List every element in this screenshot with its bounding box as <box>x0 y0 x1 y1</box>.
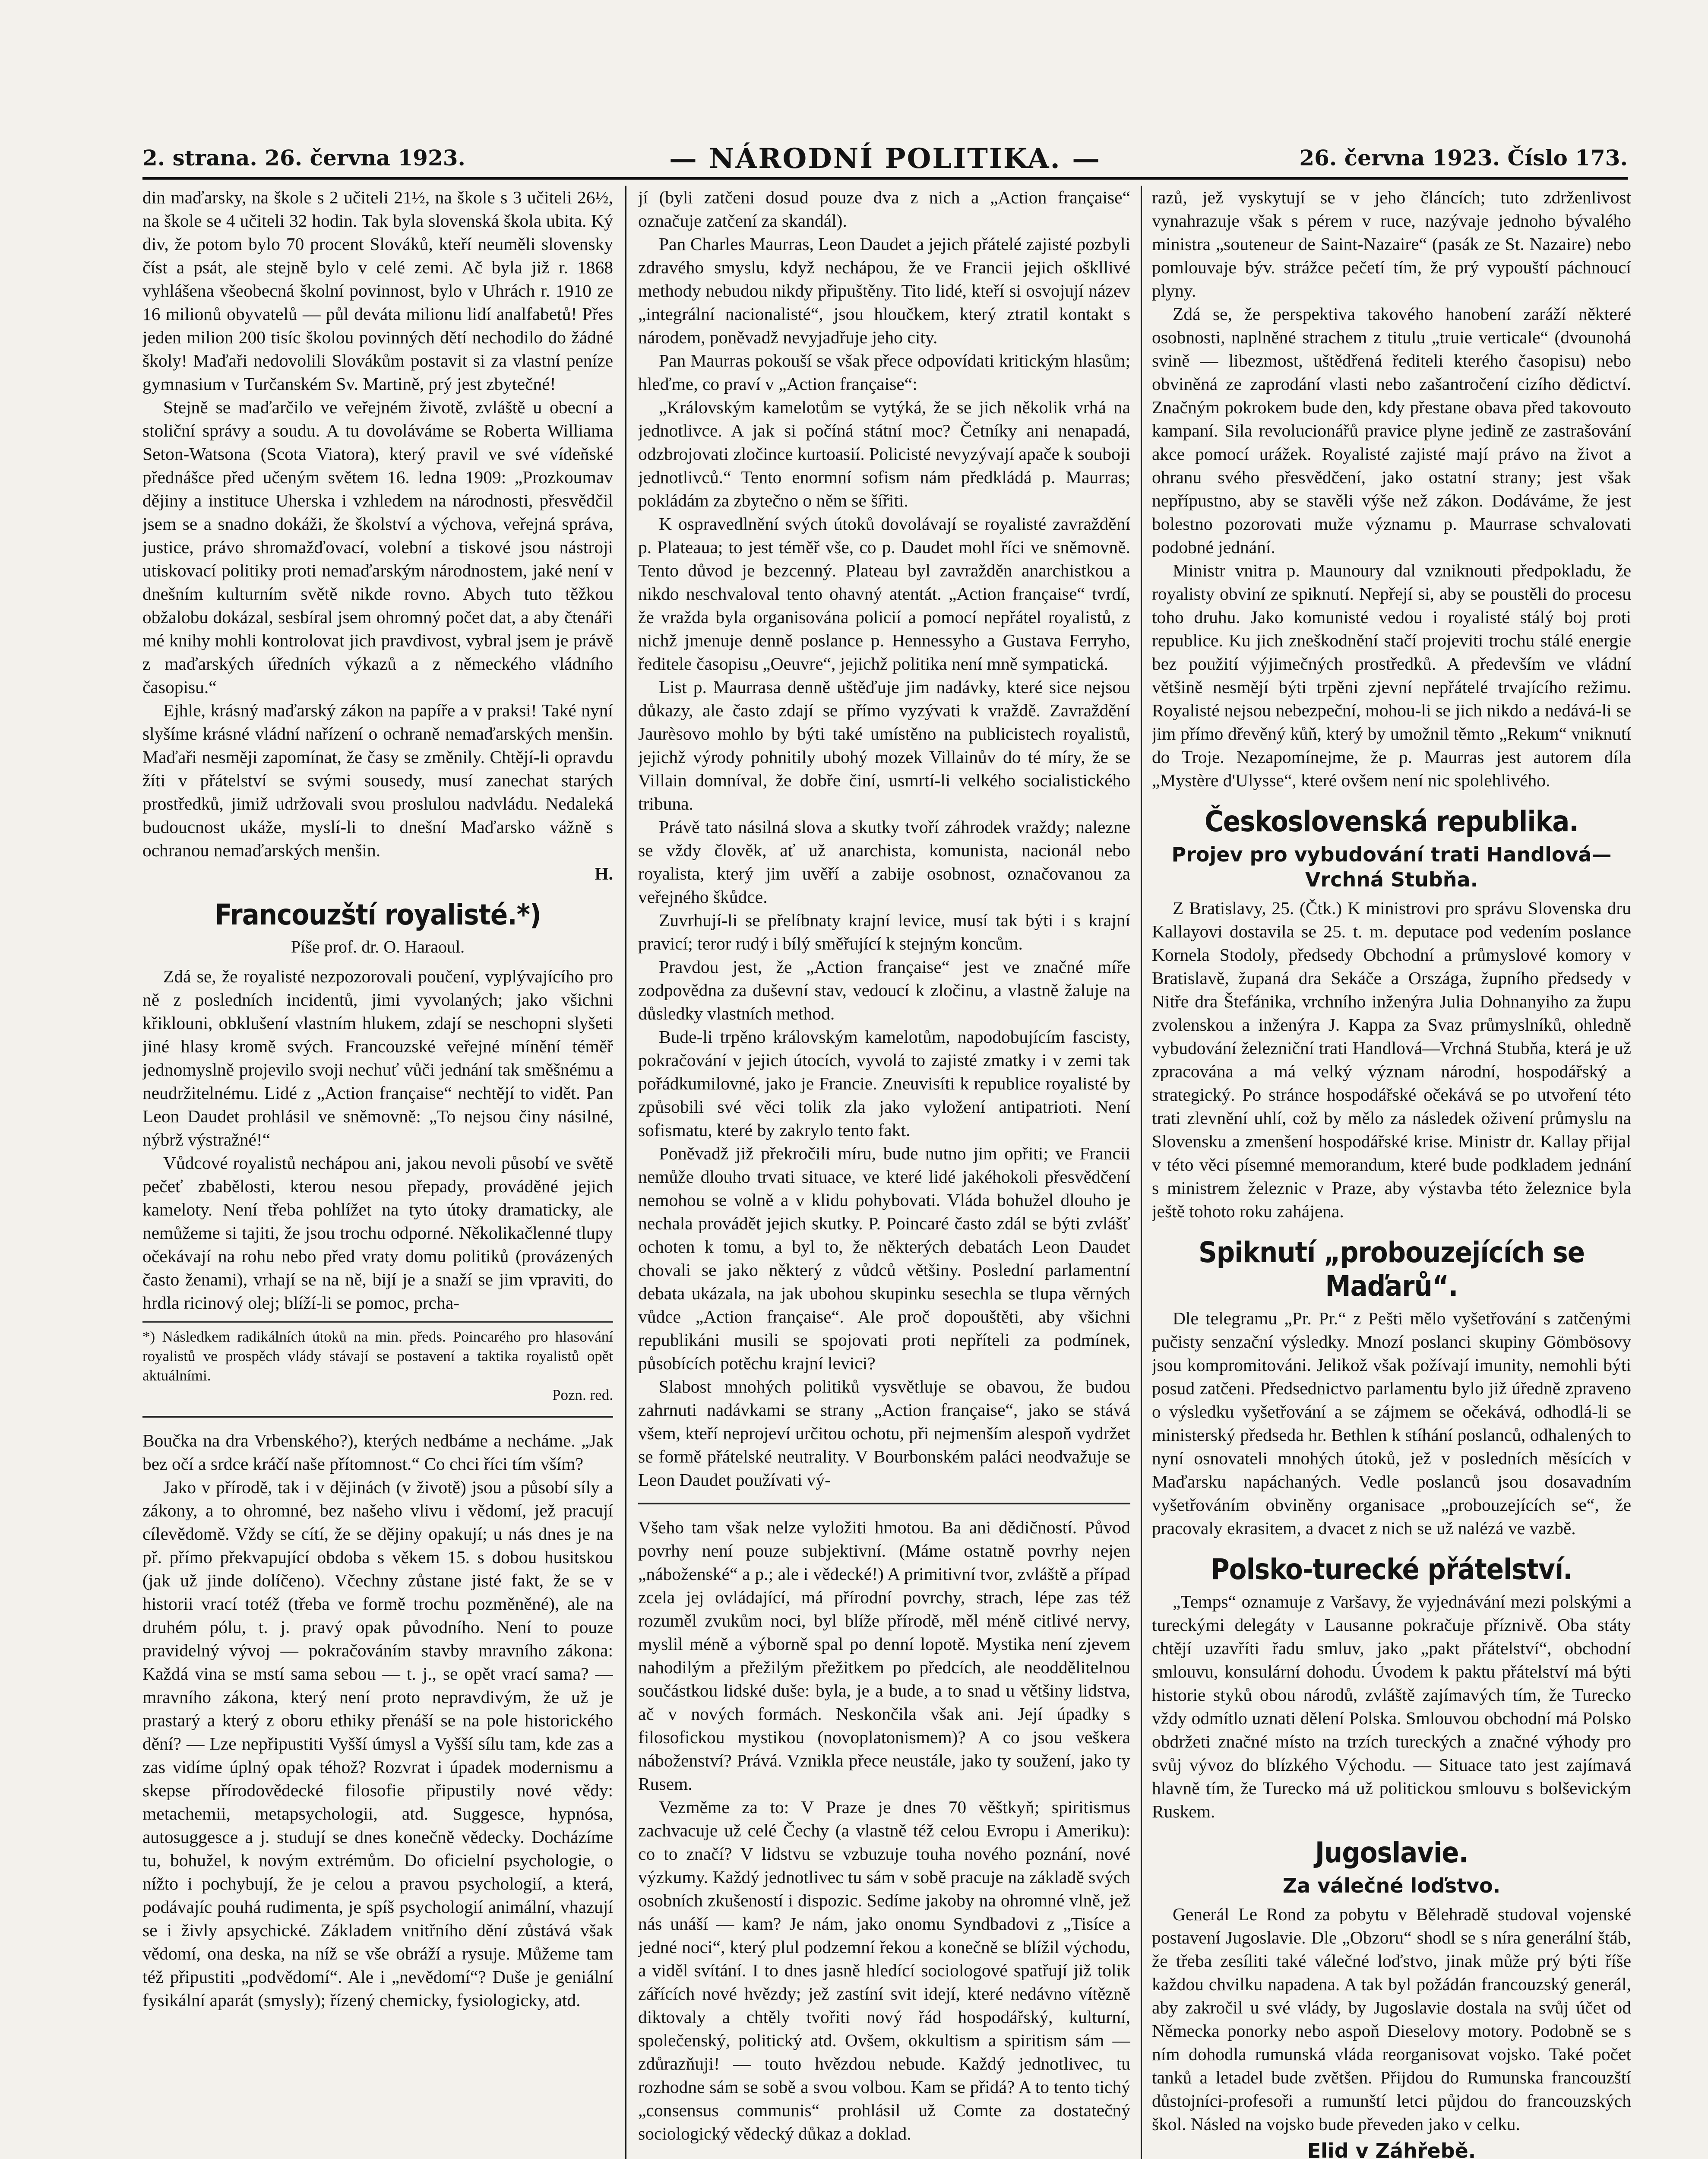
article-paragraph: „Temps“ oznamuje z Varšavy, že vyjednávání mezi polskými a tureckými delegáty v Lausanne pokračuje příznivě. Oba státy chtějí uzavříti řadu smluv, jako „pakt přátelství“, obchodní smlouvu, konsulární dohodu. Úvodem k paktu přátelství má býti historie styků obou národů, zvláště zajímavých tím, že Turecko vždy odmítlo uznati dělení Polska. Smlouvou obchodní má Polsko obdržeti značné místo na trzích tureckých a značné výhody pro svůj vývoz do blízkého Východu. — Situace tato jest zajímavá hlavně tím, že Turecko má už politickou smlouvu s bolševickým Ruskem. <box>1152 1592 1631 1821</box>
column-divider <box>1141 186 1142 2159</box>
article-signature: H. <box>595 864 613 883</box>
subheadline-navy: Za válečné loďstvo. <box>1282 1874 1501 1897</box>
article-paragraph: Dle telegramu „Pr. Pr.“ z Pešti mělo vyšetřování s zatčenými pučisty senzační výsledky. Mnozí poslanci skupiny Gömbösovy jsou kompromitováni. Jelikož však požívají imunity, nemohli býti posud zatčeni. Předsednictvo parlamentu bylo již úředně zpraveno o výsledku vyšetřování a se zájmem se očekává, odhodlá-li se ministerský předseda hr. Bethlen k stíhání poslanců, odhalených to nyní osnovateli mnohých útoků, jež v posledních měsících v Maďarsku napáchaných. Vedle poslanců jsou dosavadním vyšetřováním obviněny organisace „probouzejících se“, že pracovaly ekrasitem, a dvacet z nich se už nalézá ve vazbě. <box>1152 1308 1631 1538</box>
article-paragraph: Generál Le Rond za pobytu v Bělehradě studoval vojenské postavení Jugoslavie. Dle „Obzoru“ shodl se s níra generální štáb, že třeba zesíliti také válečné loďstvo, jinak může prý býti říše každou chvilku napadena. A tak byl požádán francouzský generál, aby zakročil u své vlády, by Jugoslavie dostala na svůj účet od Německa ponorky nebo aspoň Dieselovy motory. Podobně se s ním dohodla rumunská vláda reorganisovat vojsko. Také počet tanků a letadel bude zvětšen. Přijdou do Rumunska francouzští důstojníci-profesoři a rumunští letci půjdou do francouzských škol. Násled na vojsko bude převeden jako v celku. <box>1152 1904 1631 2134</box>
article-paragraph: Ministr vnitra p. Maunoury dal vzniknouti předpokladu, že royalisty obviní ze spiknutí. Nepřejí si, aby se poustěli do procesu toho druhu. Jako komunisté vedou i royalisté stálý boj proti republice. Ku jich zneškodnění stačí projeviti trochu stálé energie bez použití výjimečných prostředků. A především ve vládní většině nesmějí býti trpěni zjevní nepřátelé trvajícího režimu. Royalisté nejsou nebezpeční, mohou-li se jich nikdo a nedává-li se jim přímo dřevěný kůň, který by umožnil těmto „Rekum“ vniknutí do Troje. Nezapomínejme, že p. Maurras jest autorem díla „Mystère d'Ulysse“, které ovšem není nic spolehlivého. <box>1152 560 1631 790</box>
article-paragraph: Zuvrhují-li se přelíbnaty krajní levice, musí tak býti i s krajní pravicí; teror rudý i bílý směřující k stejným koncům. <box>638 910 1130 953</box>
article-paragraph: K ospravedlnění svých útoků dovolávají se royalisté zavraždění p. Plateaua; to jest téměř vše, co p. Daudet mohl říci ve sněmovně. Tento důvod je bezcenný. Plateau byl zavražděn anarchistkou a nikdo neschvaloval tento ohavný atentát. „Action française“ tvrdí, že vražda byla organisována policií a pomocí nepřátel royalistů, z nichž jmenuje denně poslance p. Hennessyho a Gustava Ferryho, ředitele časopisu „Oeuvre“, jejichž politika není mně sympatická. <box>638 514 1130 674</box>
headline-royalists: Francouzští royalisté.*) <box>215 898 541 931</box>
article-paragraph: Z Bratislavy, 25. (Čtk.) K ministrovi pro správu Slovenska dru Kallayovi dostavila se 25. t. m. deputace pod vedením poslance Kornela Stodoly, předsedy Obchodní a průmyslové komory v Bratislavě, županá dra Sekáče a Országa, župního předsedy v Nitře dra Štefánika, vrchního inženýra Julia Dohnanyiho za župu zvolenskou a inženýra J. Kappa za Svaz průmyslníků, ohledně vybudování železniční trati Handlová—Vrchná Stubňa, která je už zpracována a má velký význam národní, hospodářský a strategický. Po stránce hospodářské očekává se po utvoření této trati zlevnění uhlí, což by mělo za následek oživení průmyslu na Slovensku a zmenšení hospodářské krise. Ministr dr. Kallay přijal v této věci písemné memorandum, které bude podkladem jednání s ministrem železnic v Praze, aby výstavba této železnice byla ještě tohoto roku zahájena. <box>1152 898 1631 1221</box>
section-divider <box>638 1503 1130 1504</box>
masthead-title: — NÁRODNÍ POLITIKA. — <box>669 142 1101 175</box>
article-paragraph: Jako v přírodě, tak i v dějinách (v životě) jsou a působí síly a zákony, a to ohromné, bez našeho vlivu i vědomí, jež pracují cílevědomě. Vždy se cítí, že se dějiny opakují; u nás dnes je na př. přímo překvapující obdoba s věkem 15. s dobou husitskou (jak už jinde dolíčeno). Včechny zůstane jisté fakt, že se v historii vrací totéž (třeba ve formě trochu pozměněné), ale na druhém pólu, t. j. pravý opak původního. Není to pouze pravidelný vývoj — pokračováním stavby mravního zákona: Každá vina se mstí sama sebou — t. j., se opět vrací sama? — mravního zákona, který není proto nepravdivým, že už je prastarý a který z oboru ethiky přenáší se na pole historického dění? — Lze nepřipustiti Vyšší úmysl a Vyšší sílu tam, kde zas a zas vidíme úplný opak téhož? Rozvrat i úpadek modernismu a skepse přírodovědecké filosofie připustily nové vědy: metachemii, metapsychologii, atd. Suggesce, hypnósa, autosuggesce a j. studují se dnes konečně vědecky. Docházíme tu, bohužel, k novým extrémům. Do oficielní psychologie, o nížto i pochybují, že je celou a pravou psychologií, a která, podávajíc pouhá rudimenta, je spíš psychologií animální, vhazují se i živly apsychické. Základem vnitřního dění zůstává však vědomí, ona deska, na níž se vše obráží a rysuje. Můžeme tam též připustiti „podvědomí“. Ale i „nevědomí“? Duše je geniální fysikální aparát (smysly); řízený chemicky, fysiologicky, atd. <box>142 1477 613 2010</box>
headline-hungarian-plot: Spiknutí „probouzejících se Maďarů“. <box>1198 1236 1585 1303</box>
article-paragraph: Boučka na dra Vrbenského?), kterých nedbáme a necháme. „Jak bez očí a srdce kráčí naše přítomnost.“ Co chci říci tím vším? <box>142 1431 613 1474</box>
article-paragraph: din maďarsky, na škole s 2 učiteli 21½, na škole s 3 učiteli 26½, na škole se 4 učiteli 32 hodin. Tak byla slovenská škola ubita. Ký div, že potom bylo 70 procent Slováků, kteří neuměli slovensky číst a psát, ale stejně bylo v celé zemi. Ač byla již r. 1868 vyhlášena všeobecná školní povinnost, bylo v Uhrách r. 1910 ze 16 milionů obyvatelů — půl deváta milionu lidí analfabetů! Přes jeden milion 200 tisíc školou povinných dětí nechodilo do žádné školy! Maďaři nedovolili Slovákům postavit si za vlastní peníze gymnasium v Turčanském Sv. Martině, prý jest zbytečné! <box>142 187 613 394</box>
masthead <box>142 142 1628 180</box>
article-paragraph: Pan Maurras pokouší se však přece odpovídati kritickým hlasům; hleďme, co praví v „Action française“: <box>638 351 1130 394</box>
byline: Píše prof. dr. O. Haraoul. <box>291 937 465 956</box>
column-1 <box>142 186 613 2159</box>
column-3 <box>1152 186 1631 2159</box>
column-2 <box>638 186 1130 2159</box>
section-divider <box>142 1416 613 1418</box>
article-paragraph: Vezměme za to: V Praze je dnes 70 věštkyň; spiritismus zachvacuje už celé Čechy (a vlastně též celou Evropu i Ameriku): co to značí? V lidstvu se vzbuzuje touha nového poznání, nové výzkumy. Každý jednotlivec tu sám v sobě pracuje na základě svých osobních zkušeností i dispozic. Sedíme jakoby na ohromné vlně, jež nás unáší — kam? Je nám, jako onomu Syndbadovi z „Tisíce a jedné noci“, který plul podzemní řekou a konečně se blížil východu, a viděl svítání. I to dnes jasně hledící sociologové spatřují již tolik zářících nové hvězdy; jež zastíní svit idejí, které nedávno vítězně diktovaly a chtěly tvořiti nový řád hospodářský, kulturní, společenský, politický atd. Ovšem, okkultism a spiritism sám — zdůrazňuji! — touto hvězdou nebude. Každý jednotlivec, tu rozhodne sám se sobě a svou volbou. Kam se přidá? A to tento tichý „consensus communis“ prohlásil už Comte za dostatečný sociologický vědecký důkaz a doklad. <box>638 1797 1130 2143</box>
headline-czechoslovak-republic: Československá republika. <box>1205 805 1578 838</box>
article-paragraph: Poněvadž již překročili míru, bude nutno jim opřiti; ve Francii nemůže dlouho trvati situace, ve které lidé jakéhokoli přesvědčení nemohou se volně a v klidu pohybovati. Vláda bohužel dlouho je nechala provádět jejich skutky. P. Poincaré často zdál se býti zvlášť ochoten k tomu, a byl to, že některých debatách Leon Daudet chovali se jako některý z vůdců většiny. Poslední parlamentní debata ukázala, na jak ubohou skupinku sesechla se tlupa věrných vůdce „Action française“. Ale proč dopouštěti, aby všichni republikáni musili se spojovati proti nepříteli za podmínek, působících potěchu krajní levici? <box>638 1143 1130 1373</box>
masthead-issue: 26. června 1923. Číslo 173. <box>1299 145 1628 171</box>
article-paragraph: Stejně se maďarčilo ve veřejném životě, zvláště u obecní a stoliční správy a soudu. A tu dovoláváme se Roberta Williama Seton-Watsona (Scota Viatora), který pravil ve své vídeňské přednášce před učeným světem 16. ledna 1909: „Prozkoumav dějiny a instituce Uherska i vzhledem na národnosti, přesvědčil jsem se a snadno dokáži, že školství a výchova, veřejná správa, justice, právo shromažďovací, volební a tiskové jsou nástroji utiskovací politiky proti nemaďarským národnostem, jaké není v dnešním kulturním světě nikde rovno. Abych tuto těžkou obžalobu dokázal, sesbíral jsem ohromný počet dat, a aby čtenáři mé knihy mohli kontrolovat jich pravdivost, vybral jsem je právě z maďarských úředních výkazů a z německého vládního časopisu.“ <box>142 397 613 697</box>
column-divider <box>625 186 626 2159</box>
article-paragraph: Pan Charles Maurras, Leon Daudet a jejich přátelé zajisté pozbyli zdravého smyslu, když nechápou, že ve Francii jejich oškllivé methody nebudou nikdy připuštěny. Tito lidé, kteří si osvojují název „integrální nacionalisté“, jsou hloučkem, který ztratil kontakt s národem, poněvadž nevyjadřuje jeho city. <box>638 234 1130 347</box>
article-paragraph: Vůdcové royalistů nechápou ani, jakou nevoli působí ve světě pečeť zbabělosti, kterou nesou přepady, prováděné jejich kameloty. Není třeba pohlížet na tyto útoky dramaticky, ale nemůžeme si tajiti, že jsou trochu odporné. Několikačlenné tlupy očekávají na rohu nebo před vraty domu politiků (provázených často ženami), vrhají se na ně, bijí je a snaží se jim vpraviti, do hrdla ricinový olej; blíží-li se pomoc, prcha- <box>142 1153 613 1313</box>
article-paragraph: Právě tato násilná slova a skutky tvoří záhrodek vraždy; nalezne se vždy člověk, ať už anarchista, komunista, nacionál nebo royalista, který jim uvěří a zabije osobnost, označovanou za veřejného škůdce. <box>638 817 1130 907</box>
article-paragraph: razů, jež vyskytují se v jeho článcích; tuto zdrženlivost vynahrazuje však s pérem v ruce, nazývaje jednoho bývalého ministra „souteneur de Saint-Nazaire“ (pasák ze St. Nazaire) nebo pomlouvaje býv. strážce pečetí tím, že prý vypouští páchnoucí plyny. <box>1152 187 1631 301</box>
article-paragraph: Pravdou jest, že „Action française“ jest ve značné míře zodpovědna za duševní stav, vedoucí k zločinu, a vlastně žaluje na důsledky vlastních method. <box>638 957 1130 1023</box>
article-paragraph: jí (byli zatčeni dosud pouze dva z nich a „Action française“ označuje zatčení za skandál). <box>638 187 1130 231</box>
article-paragraph: Ejhle, krásný maďarský zákon na papíře a v praksi! Také nyní slyšíme krásné vládní nařízení o ochraně nemaďarských menšin. Maďaři nesměji zapomínat, že časy se změnily. Chtějí-li opravdu žíti v přátelství se svými sousedy, musí zanechat starých prostředků, jimiž udržovali svou proslulou nadvládu. Nedaleká budoucnost ukáže, myslí-li to dnešní Maďarsko vážně s ochranou nemaďarských menšin. H. <box>142 699 613 885</box>
headline-polish-turkish: Polsko-turecké přátelství. <box>1211 1553 1572 1586</box>
subheadline-zagreb: Elid v Záhřebě. <box>1307 2139 1476 2159</box>
subheadline-railway: Projev pro vybudování trati Handlová—Vrchná Stubňa. <box>1171 843 1612 891</box>
article-paragraph: „Královským kamelotům se vytýká, že se jich několik vrhá na jednotlivce. A jak si počíná státní moc? Četníky ani nenapadá, odzbrojovati zločince kurtoasií. Policisté nevyzývají apače k souboji jednotlivců.“ Tento enormní sofism nám předkládá p. Maurras; pokládám za zbytečno o něm se šířiti. <box>638 397 1130 510</box>
footnote: *) Následkem radikálních útoků na min. předs. Poincarého pro hlasování royalistů ve prospěch vlády stávají se postavení a taktika royalistů opět aktuálními. Pozn. red. <box>142 1321 613 1405</box>
article-paragraph: Zdá se, že perspektiva takového hanobení zaráží některé osobnosti, naplněné strachem z titulu „truie verticale“ (dvounohá svině — libezmost, uštědřená řediteli kterého časopisu) nebo obviněná ze zaprodání vlasti nebo zašantročení cizího dědictví. Značným pokrokem bude den, kdy přestane obava před takovouto kampaní. Sila revolucionářů pravice plyne jedině ze zastrašování akce pomocí urážek. Royalisté zajisté mají právo na život a ohranu svého přesvědčení, jako ostatní strany; jest však nepřípustno, aby se stavěli výše než zákon. Dodáváme, že jest bolestno pozorovati muže významu p. Maurrase schvalovati podobné jednání. <box>1152 304 1631 557</box>
article-paragraph: List p. Maurrasa denně uštěďuje jim nadávky, které sice nejsou důkazy, ale často zdají se přímo vyzývati k vraždě. Zavraždění Jaurèsovo mohlo by býti také umístěno na publicistech royalistů, jejichž výrody pohnitily ubohý mozek Villainův do té míry, že se Villain domníval, že dobře činí, usmrtí-li velkého socialistického tribuna. <box>638 677 1130 814</box>
headline-yugoslavia: Jugoslavie. <box>1315 1836 1468 1869</box>
masthead-date-left: 2. strana. 26. června 1923. <box>142 145 465 171</box>
footnote-signature: Pozn. red. <box>552 1387 613 1403</box>
article-paragraph: Všeho tam však nelze vyložiti hmotou. Ba ani dědičností. Původ povrhy není pouze subjektivní. (Máme ostatně povrhy nejen „náboženské“ a p.; ale i vědecké!) A primitivní tvor, zvláště a případ zcela jej ovládající, má přírodní povrchy, strach, lépe zas též rozuměl zvukům noci, byl blíže přírodě, měl méně citlivé nervy, myslil méně a výborně spal po denní lopotě. Mystika není zjevem nahodilým a přežilým přežitkem po předcích, ale neoddělitelnou součástkou lidské duše: byla, je a bude, a to snad u většiny lidstva, ač v nových formách. Neskončila však ani. Její úpadky s filosofickou mystikou (novoplatonismem)? A co jsou veškera náboženství? Prává. Vznikla přece neustále, jako ty soužení, jako ty Rusem. <box>638 1517 1130 1794</box>
article-paragraph: Bude-li trpěno královským kamelotům, napodobujícím fascisty, pokračování v jejich útocích, vyvolá to zajisté zmatky i v zemi tak pořádkumilovné, jako je Francie. Zneuvisíti k republice royalisté by způsobili své věci tolik zla jako vyložení antipatrioti. Není sofismatu, které by zakrylo tento fakt. <box>638 1027 1130 1140</box>
article-paragraph: Slabost mnohých politiků vysvětluje se obavou, že budou zahrnuti nadávkami se strany „Action française“, jako se stává všem, kteří neprojeví určitou ochotu, při nejmenším alespoň vydržet se formě přátelské neutrality. V Bourbonském paláci neodvažuje se Leon Daudet používati vý- <box>638 1377 1130 1490</box>
article-paragraph: Zdá se, že royalisté nezpozorovali poučení, vyplývajícího pro ně z posledních incidentů, jimi vyvolaných; jako všichni křiklouni, obklušení vlastním hlukem, zdají se neschopni slyšeti jiné hlasy kromě svých. Francouzské veřejné mínění téměř jednomyslně projevilo svoji nechuť vůči jednání tak směšnému a neudržitelnému. Lidé z „Action française“ nechtějí to vidět. Pan Leon Daudet prohlásil ve sněmovně: „To nejsou činy násilné, nýbrž výstražné!“ <box>142 966 613 1149</box>
